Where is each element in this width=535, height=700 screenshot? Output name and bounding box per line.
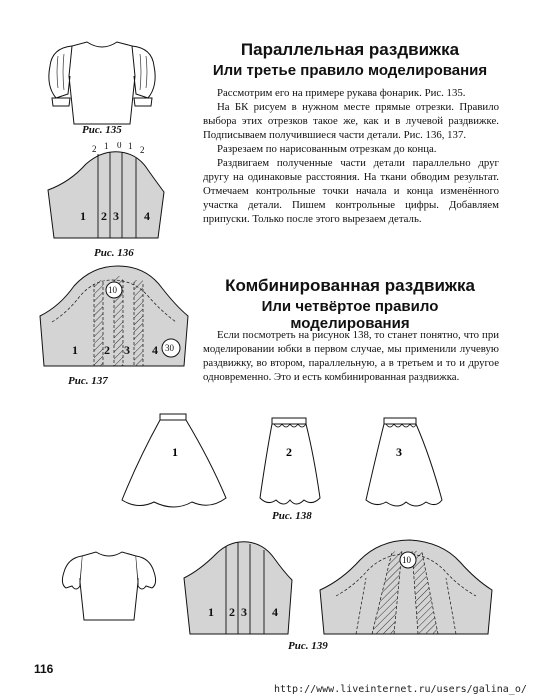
figure-138-caption: Рис. 138: [272, 510, 312, 522]
fig139-label-4: 4: [272, 605, 278, 619]
figure-136-sleeve: [40, 142, 170, 242]
section2-paragraph: Если посмотреть на рисунок 138, то станет понятно, что при моделировании юбки в первом случае, мы применили лучевую раздвижку, во втором, параллельную, а в третьем и то и другое одновременно. Это и есть комбинированная раздвижка.: [203, 329, 499, 383]
figure-139-sleeve: [178, 536, 298, 640]
section1-paragraph: Рассмотрим его на примере рукава фонарик. Рис. 135.: [217, 87, 466, 99]
fig136-mark-2a: 2: [92, 144, 97, 154]
fig137-circle-10: 10: [108, 285, 117, 295]
figure-139-sleeve-spread: [316, 538, 496, 640]
figure-136-caption: Рис. 136: [94, 247, 134, 259]
fig137-label-2: 2: [104, 343, 110, 357]
figure-139-blouse: [58, 548, 160, 624]
section1-paragraph: На БК рисуем в нужном месте прямые отрезки. Правило выбора этих отрезков такое же, как и в лучевой раздвижке. Подписываем получившиеся части детали. Рис. 136, 137.: [203, 101, 499, 141]
fig136-label-2: 2: [101, 209, 107, 223]
figure-137-sleeve-spread: [34, 262, 194, 374]
fig137-label-3: 3: [124, 343, 130, 357]
section1-subtitle: Или третье правило моделирования: [212, 62, 488, 79]
section1-paragraph: Раздвигаем полученные части детали параллельно друг другу на одинаковые расстояния. На ткани обводим результат. Отмечаем контрольные точки начала и конца изменённого участка детали. Пишем контрольные цифры. Добавляем припуски. Только после этого вырезаем деталь.: [203, 157, 499, 225]
figure-135-caption: Рис. 135: [82, 124, 122, 136]
section2-title: Комбинированная раздвижка: [225, 276, 475, 295]
fig137-circle-30: 30: [165, 343, 174, 353]
page-number: 116: [34, 662, 54, 676]
fig136-mark-1a: 1: [104, 142, 109, 151]
figure-138-skirt-2: [250, 416, 330, 512]
fig137-label-1: 1: [72, 343, 78, 357]
fig136-mark-1b: 1: [128, 142, 133, 151]
fig136-label-1: 1: [80, 209, 86, 223]
section2-subtitle: Или четвёртое правило моделирования: [261, 298, 439, 332]
figure-138-skirt-1: [118, 410, 230, 514]
figure-138-skirt-3: [360, 416, 446, 512]
footer-url[interactable]: http://www.liveinternet.ru/users/galina_o/: [274, 684, 527, 695]
fig136-mark-0: 0: [117, 142, 122, 150]
section1-body: [203, 86, 499, 226]
section1-title: Параллельная раздвижка: [240, 40, 460, 59]
figure-137-caption: Рис. 137: [68, 375, 108, 387]
section2-body: [203, 328, 499, 384]
fig139-label-3: 3: [241, 605, 247, 619]
fig138-label-2: 2: [286, 445, 292, 459]
fig138-label-1: 1: [172, 445, 178, 459]
fig138-label-3: 3: [396, 445, 402, 459]
fig136-mark-2b: 2: [140, 145, 145, 155]
fig137-label-4: 4: [152, 343, 158, 357]
figure-139-caption: Рис. 139: [288, 640, 328, 652]
fig139-label-2: 2: [229, 605, 235, 619]
section1-paragraph: Разрезаем по нарисованным отрезкам до конца.: [217, 143, 437, 155]
fig139-label-1: 1: [208, 605, 214, 619]
fig136-label-4: 4: [144, 209, 150, 223]
figure-135-blouse: [42, 36, 162, 128]
fig139-circle-10: 10: [402, 555, 411, 565]
fig136-label-3: 3: [113, 209, 119, 223]
